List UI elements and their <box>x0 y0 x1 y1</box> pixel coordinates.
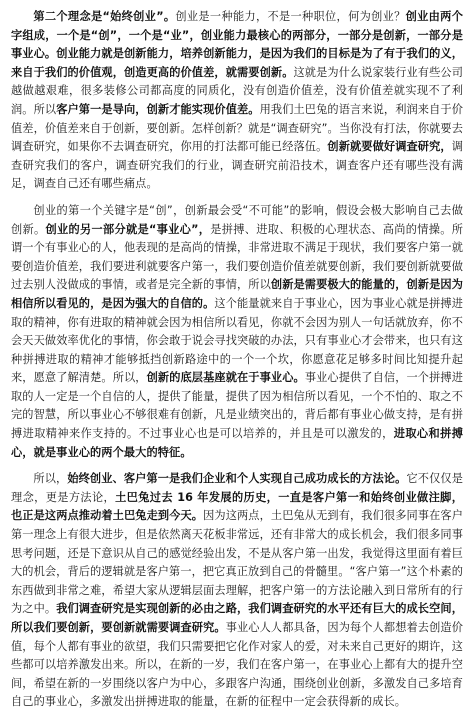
article-paragraph <box>11 470 463 712</box>
body-text: 事业心提供了自信，一个拼搏进取的人一定是一个自信的人，提供了能量，提供了因为相信所以看见，一个不怕的、取之不完的智慧，所以事业心不够很难有创新，凡是业绩突出的，背后都有事业心做支持，是有拼搏进取精神来作支持的。不过事业心也是可以培养的，并且是可以激发的， <box>11 371 464 441</box>
emphasis-text: 我们调查研究是实现创新的必由之路，我们调查研究的水平还有巨大的成长空间，所以我们要创新，要创新就需要调查研究。 <box>11 602 463 634</box>
emphasis-text: 始终创业、客户第一是我们企业和个人实现自己成功成长的方法论。 <box>67 472 407 486</box>
body-text: 调查研究我们的客户，调查研究我们的行业，调查研究前沿技术，调查客户还有哪些没有满足，调查自己还有哪些痛点。 <box>11 140 463 191</box>
body-text: 创新最会受“不可能”的影响，假设会极大影响自己去做创新。 <box>11 203 463 236</box>
body-text: 它不仅仅是理念，更是方法论， <box>11 472 463 504</box>
article-paragraph <box>11 8 463 194</box>
body-text: 这就是为什么说家装行业有些公司越做越艰难，很多装修公司都高度的同质化，没有创造价值差，没有价值差就实现不了利润。所以 <box>11 65 463 116</box>
body-text: 创业是一种能力，不是一种职位，何为创业？ <box>175 10 406 23</box>
article-paragraph <box>11 202 463 462</box>
emphasis-text: 进取心和拼搏心，就是事业心的两个最大的特征。 <box>11 427 463 459</box>
emphasis-text: 创新的底层基座就在于事业心。 <box>146 371 305 385</box>
emphasis-text: 客户第一是导向，创新才能实现价值差。 <box>56 102 260 116</box>
body-text: 所以， <box>33 472 68 486</box>
emphasis-text: 创新就要做好调查研究， <box>327 140 452 154</box>
body-text: 创业的第一个关键字是“创”， <box>33 203 185 217</box>
emphasis-text: 第二个理念是“始终创业”。 <box>33 10 176 23</box>
body-text: 用我们土巴兔的语言来说，利润来自于价值差，价值差来自于创新，要创新。怎样创新？就是“调查研究”。当你没有打法，你就要去调查研究，如果你不去调查研究，你用的打法都可能已经落伍。 <box>11 102 464 154</box>
emphasis-text: 创业由两个字组成，一个是“创”，一个是“业”，创业能力最核心的两部分，一部分是创新，一部分是事业心。创业能力就是创新能力，培养创新能力，是因为我们的目标是为了有于我们的义，来自于我们的价值观，创造更高的价值差，就需要创新。 <box>11 10 463 79</box>
article-body <box>11 8 463 712</box>
body-text: 这个能量就来自于事业心，因为事业心就是拼搏进取的精神，你有进取的精神就会因为相信所以看见，你就不会因为别人一句话就放弃，你不会天天做效率优化的事情，你会敢于说会寻找突破的办法，只有事业心才会带来，也只有这种拼搏进取的精神才能够抵挡创新路途中的一个一个坎，你愿意花足够多时间比知提升起来，愿意了解清楚。所以， <box>11 296 463 385</box>
body-text: 是拼搏、进取、积极的心理状态、高尚的情操。所谓一个有事业心的人，他表现的是高尚的情操，非常进取不满足于现状，我们要客户第一就要创造价值差，我们要进利就要客户第一，我们要创造价值差就要创新，我们要创新就要做过去别人没做成的事情，或者是完全新的事情，所以 <box>11 222 463 292</box>
body-text: 事业心人人都具备，因为每个人都想着去创造价值，每个人都有事业的欲望，我们只需要把它化作对家人的爱，对未来自己更好的期许，这些都可以培养激发出来。所以，在新的一岁，我们在客户第一，在事业心上都有大的提升空间，希望在新的一岁围绕以客户为中心，多跟客户沟通，围绕创业创新，多激发自己多培育自己的事业心，多激发出拼搏进取的能量，在新的征程中一定会获得新的成长。 <box>11 621 463 709</box>
emphasis-text: 土巴兔过去 16 年发展的历史，一直是客户第一和始终创业做注脚，也正是这两点推动着土巴兔走到今天。 <box>11 490 464 523</box>
emphasis-text: 创新是需要极大的能量的，创新是因为相信所以看见的，是因为强大的自信的。 <box>11 278 463 310</box>
body-text: 因为这两点，土巴兔从无到有，我们很多同事在客户第一理念上有很大进步，但是依然离天花板非常远，还有非常大的成长机会，我们很多同事思考问题，还是下意识从自己的感觉经验出发，不是从客户第一出发，我觉得这里面有着巨大的机会，背后的逻辑就是客户第一，把它真正放到自己的骨髓里。“客户第一”这个朴素的东西做到非常之难，希望大家从逻辑层面去理解，把客户第一的方法论融入到日常所有的行为之中。 <box>11 509 464 616</box>
emphasis-text: 创业的另一部分就是“事业心”， <box>45 222 211 236</box>
